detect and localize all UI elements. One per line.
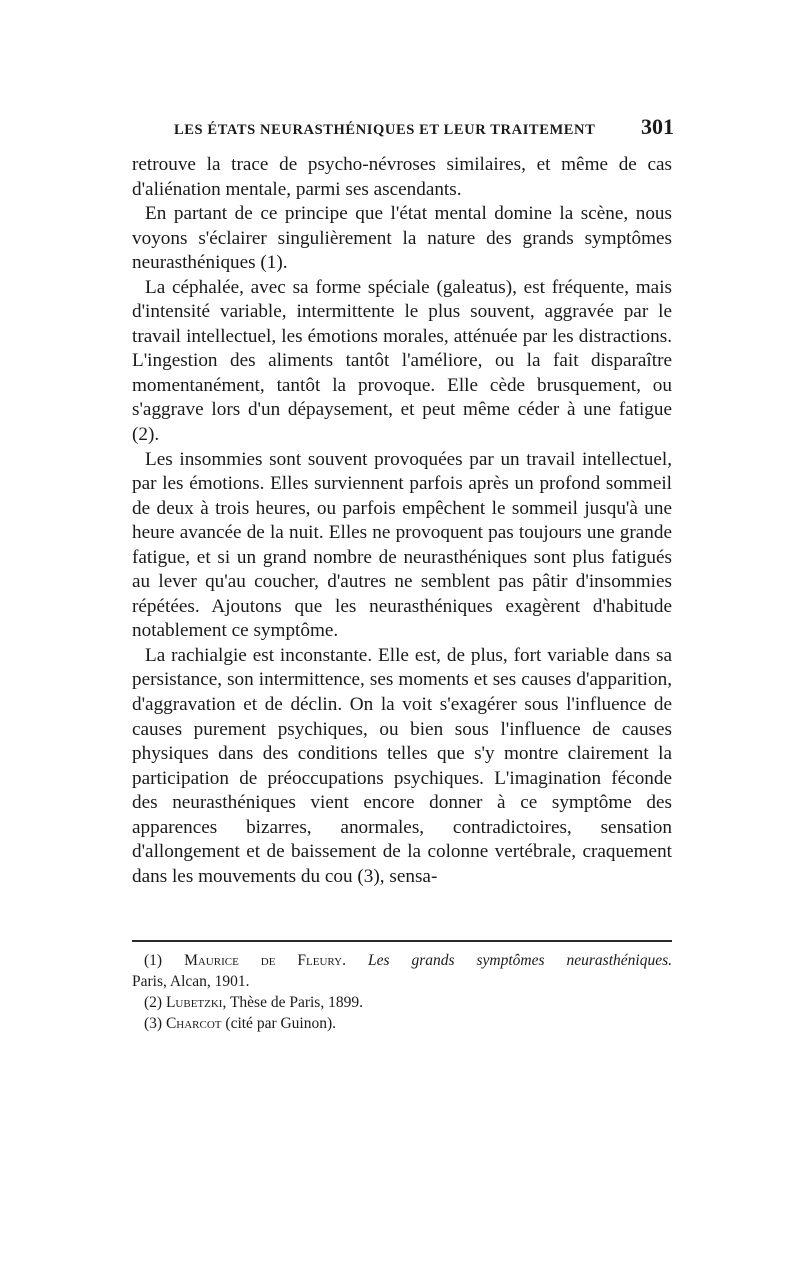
footnote-author: Charcot: [165, 1015, 222, 1032]
paragraph-4: Les insommies sont souvent provoquées par un travail intellectuel, par les émotions. Elles surviennent parfois après un profond sommeil de deux à trois heures, ou parfois empêchent le sommeil jusqu'à une heure avancée de la nuit. Elles ne provoquent pas toujours une grande fatigue, et si un grand nombre de neurasthéniques sont plus fatigués au lever qu'au coucher, d'autres ne semblent pas pâtir d'insommies répétées. Ajoutons que les neurasthéniques exagèrent d'habitude notablement ce symptôme.: [132, 448, 672, 642]
footnotes: [132, 950, 672, 1034]
footnote-text: (cité par Guinon).: [225, 1015, 337, 1032]
paragraph-1: retrouve la trace de psycho-névroses similaires, et même de cas d'aliénation mentale, parmi ses ascendants.: [132, 154, 672, 200]
running-head: LES ÉTATS NEURASTHÉNIQUES ET LEUR TRAITEMENT: [174, 122, 596, 138]
page-number: 301: [641, 114, 674, 139]
footnote-3: [132, 1013, 672, 1034]
footnote-author: Maurice de Fleury.: [184, 952, 346, 969]
footnote-divider: [132, 940, 672, 942]
page-header: [174, 114, 674, 146]
footnote-1-continuation: Paris, Alcan, 1901.: [132, 973, 250, 990]
paragraph-3: La céphalée, avec sa forme spéciale (galeatus), est fréquente, mais d'intensité variable, intermittente le plus souvent, aggravée par le travail intellectuel, les émotions morales, atténuée par les distractions. L'ingestion des aliments tantôt l'améliore, ou la fait disparaître momentanément, tantôt la provoque. Elle cède brusquement, ou s'aggrave lors d'un dépaysement, et peut même céder à une fatigue (2).: [132, 276, 672, 446]
footnote-2: [132, 992, 672, 1013]
footnote-1: [132, 950, 672, 971]
footnote-marker: (3): [144, 1015, 163, 1032]
paragraph-2: En partant de ce principe que l'état mental domine la scène, nous voyons s'éclairer singulièrement la nature des grands symptômes neurasthéniques (1).: [132, 203, 672, 274]
footnote-author: Lubetzki,: [165, 994, 227, 1011]
footnote-title: Les grands symptômes neurasthéniques.: [367, 952, 672, 969]
paragraph-5: La rachialgie est inconstante. Elle est, de plus, fort variable dans sa persistance, son intermittence, ses moments et ses causes d'apparition, d'aggravation et de déclin. On la voit s'exagérer sous l'influence de causes purement psychiques, ou bien sous l'influence de causes physiques dans des conditions telles que s'y montre clairement la participation de préoccupations psychiques. L'imagination féconde des neurasthéniques vient encore donner à ce symptôme des apparences bizarres, anormales, contradictoires, sensation d'allongement et de baissement de la colonne vertébrale, craquement dans les mouvements du cou (3), sensa-: [132, 644, 672, 887]
footnote-text: Thèse de Paris, 1899.: [229, 994, 363, 1011]
body-text: [132, 153, 672, 889]
footnote-marker: (1): [144, 952, 163, 969]
footnote-marker: (2): [144, 994, 163, 1011]
